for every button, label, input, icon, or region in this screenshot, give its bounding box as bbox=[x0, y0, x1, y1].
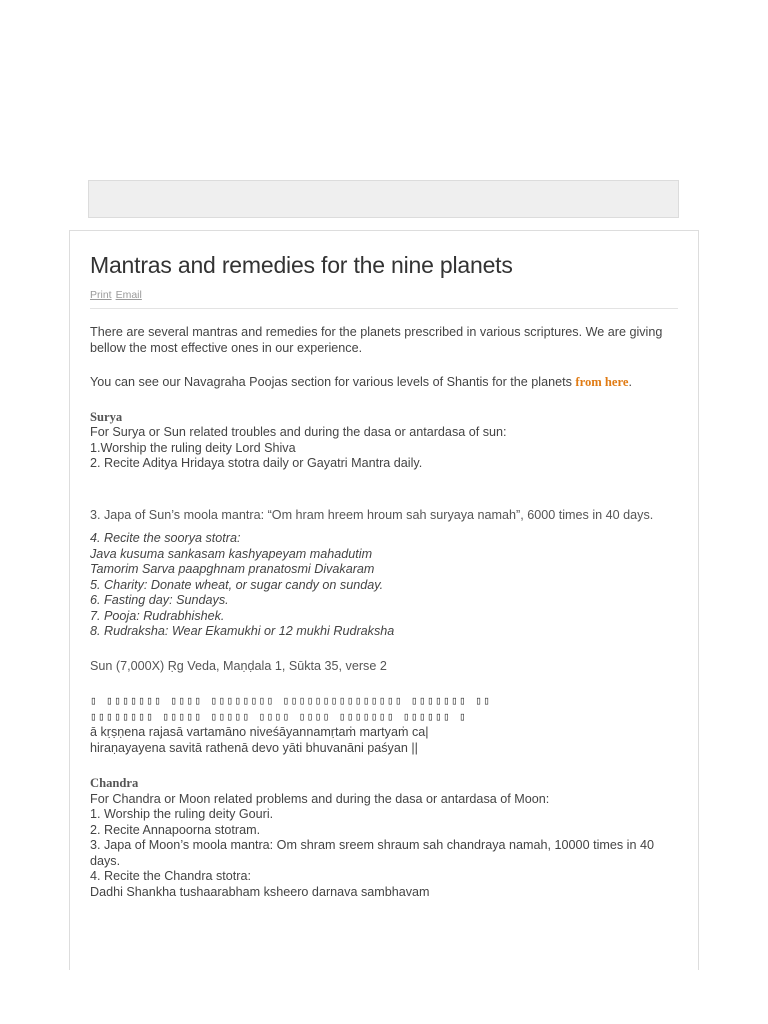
print-link[interactable]: Print bbox=[90, 289, 112, 301]
remedy-line: Java kusuma sankasam kashyapeyam mahadutim bbox=[90, 546, 373, 561]
translit-line: ā kṛṣṇena rajasā vartamāno niveśāyannamṛtaṁ martyaṁ ca| bbox=[90, 725, 429, 739]
article-card bbox=[69, 230, 699, 970]
navagraha-text: You can see our Navagraha Poojas section for various levels of Shantis for the planets bbox=[90, 375, 576, 389]
remedy-line: Tamorim Sarva paapghnam pranatosmi Divakaram bbox=[90, 562, 375, 576]
sanskrit-line: ▯▯▯▯▯▯▯▯ ▯▯▯▯▯ ▯▯▯▯▯ ▯▯▯▯ ▯▯▯▯ ▯▯▯▯▯▯▯ ▯▯▯▯▯▯ ▯ bbox=[90, 710, 468, 723]
surya-line: For Surya or Sun related troubles and during the dasa or antardasa of sun: bbox=[90, 425, 507, 439]
chandra-line: Dadhi Shankha tushaarabham ksheero darnava sambhavam bbox=[90, 884, 430, 899]
chandra-line: 2. Recite Annapoorna stotram. bbox=[90, 822, 261, 837]
surya-line: 1.Worship the ruling deity Lord Shiva bbox=[90, 440, 296, 455]
surya-heading: Surya bbox=[90, 409, 123, 424]
chandra-heading: Chandra bbox=[90, 776, 139, 790]
email-link[interactable]: Email bbox=[115, 289, 142, 301]
chandra-line: 3. Japa of Moon’s moola mantra: Om shram sreem shraum sah chandraya namah, 10000 times in 40 days. bbox=[90, 838, 654, 868]
surya-section bbox=[90, 410, 678, 472]
transliteration bbox=[90, 725, 678, 756]
intro-paragraph: There are several mantras and remedies for the planets prescribed in various scriptures. We are giving bellow the most effective ones in our experience. bbox=[90, 325, 663, 355]
surya-remedies bbox=[90, 531, 678, 640]
remedy-line: 5. Charity: Donate wheat, or sugar candy on sunday. bbox=[90, 577, 384, 592]
sanskrit-line: ▯ ▯▯▯▯▯▯▯ ▯▯▯▯ ▯▯▯▯▯▯▯▯ ▯▯▯▯▯▯▯▯▯▯▯▯▯▯▯ ▯▯▯▯▯▯▯ ▯▯ bbox=[90, 694, 492, 707]
translit-line: hiraṇayayena savitā rathenā devo yāti bhuvanāni paśyan || bbox=[90, 740, 418, 755]
sanskrit-verse bbox=[90, 693, 678, 725]
article-body bbox=[90, 325, 678, 900]
remedy-line: 4. Recite the soorya stotra: bbox=[90, 531, 241, 545]
chandra-section bbox=[90, 776, 678, 900]
chandra-line: 1. Worship the ruling deity Gouri. bbox=[90, 807, 274, 821]
article-tools bbox=[90, 289, 678, 309]
remedy-line: 6. Fasting day: Sundays. bbox=[90, 593, 229, 607]
ad-banner bbox=[88, 180, 679, 218]
surya-line: 2. Recite Aditya Hridaya stotra daily or Gayatri Mantra daily. bbox=[90, 456, 423, 470]
chandra-line: 4. Recite the Chandra stotra: bbox=[90, 869, 252, 883]
rgveda-reference: Sun (7,000X) Ṛg Veda, Maṇḍala 1, Sūkta 35, verse 2 bbox=[90, 658, 387, 673]
navagraha-end: . bbox=[628, 375, 632, 389]
from-here-link[interactable]: from here bbox=[575, 375, 629, 389]
remedy-line: 7. Pooja: Rudrabhishek. bbox=[90, 608, 225, 623]
article-title: Mantras and remedies for the nine planets bbox=[90, 252, 513, 278]
remedy-line: 8. Rudraksha: Wear Ekamukhi or 12 mukhi Rudraksha bbox=[90, 624, 395, 638]
navagraha-paragraph bbox=[90, 375, 678, 391]
surya-japa: 3. Japa of Sun’s moola mantra: “Om hram hreem hroum sah suryaya namah”, 6000 times in 40 days. bbox=[90, 507, 654, 522]
chandra-line: For Chandra or Moon related problems and during the dasa or antardasa of Moon: bbox=[90, 791, 550, 806]
